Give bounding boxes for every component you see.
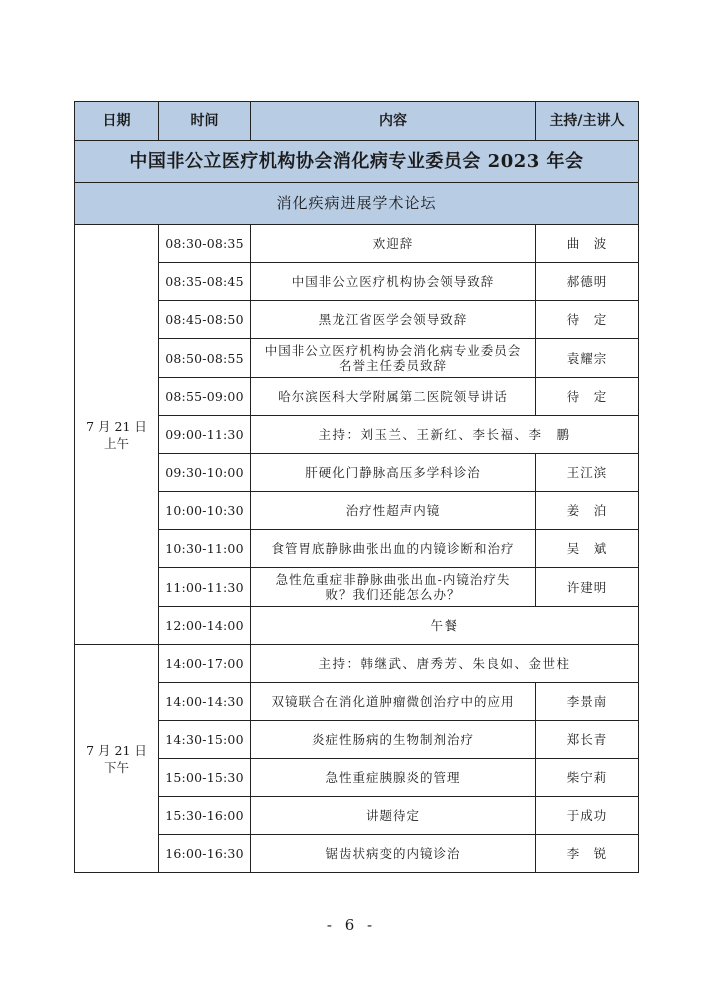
- table-row: [75, 454, 639, 492]
- session-time: 08:45-08:50: [159, 301, 251, 339]
- session-speaker: 袁耀宗: [536, 339, 639, 378]
- session-speaker: 吴 斌: [536, 530, 639, 568]
- session-time: 09:30-10:00: [159, 454, 251, 492]
- session-speaker: 李 锐: [536, 835, 639, 873]
- table-row: [75, 759, 639, 797]
- session-content-line1: 急性危重症非静脉曲张出血-内镜治疗失: [275, 572, 511, 587]
- table-row: [75, 683, 639, 721]
- table-row: [75, 835, 639, 873]
- session-content: 双镜联合在消化道肿瘤微创治疗中的应用: [251, 683, 536, 721]
- session-content: 炎症性肠病的生物制剂治疗: [251, 721, 536, 759]
- table-row: [75, 721, 639, 759]
- table-row: [75, 645, 639, 683]
- session-speaker: 许建明: [536, 568, 639, 607]
- table-row: [75, 378, 639, 416]
- session-content: 哈尔滨医科大学附属第二医院领导讲话: [251, 378, 536, 416]
- session-time: 11:00-11:30: [159, 568, 251, 607]
- session-content: 中国非公立医疗机构协会领导致辞: [251, 263, 536, 301]
- session-speaker: 郑长青: [536, 721, 639, 759]
- session-time: 08:35-08:45: [159, 263, 251, 301]
- session-content: 急性重症胰腺炎的管理: [251, 759, 536, 797]
- table-row: [75, 416, 639, 454]
- session-speaker: 柴宁莉: [536, 759, 639, 797]
- session-content-line2: 名誉主任委员致辞: [338, 358, 447, 373]
- session-content: 黑龙江省医学会领导致辞: [251, 301, 536, 339]
- session-time: 10:00-10:30: [159, 492, 251, 530]
- session-moderators: 主持：韩继武、唐秀芳、朱良如、金世柱: [251, 645, 639, 683]
- forum-title: 消化疾病进展学术论坛: [75, 183, 639, 225]
- conference-title: 中国非公立医疗机构协会消化病专业委员会 2023 年会: [75, 141, 639, 183]
- session-speaker: 李景南: [536, 683, 639, 721]
- session-time: 10:30-11:00: [159, 530, 251, 568]
- table-row: [75, 263, 639, 301]
- session-time: 15:30-16:00: [159, 797, 251, 835]
- title-row: [75, 141, 639, 183]
- header-time: 时间: [159, 102, 251, 141]
- schedule-table: [74, 101, 639, 873]
- session-speaker: 待 定: [536, 301, 639, 339]
- session-speaker: 姜 泊: [536, 492, 639, 530]
- table-row: [75, 301, 639, 339]
- afternoon-date-cell: [75, 645, 159, 873]
- afternoon-period: 下午: [103, 759, 129, 775]
- session-time: 08:50-08:55: [159, 339, 251, 378]
- session-time: 16:00-16:30: [159, 835, 251, 873]
- table-row: [75, 339, 639, 378]
- session-content: 食管胃底静脉曲张出血的内镜诊断和治疗: [251, 530, 536, 568]
- session-speaker: 于成功: [536, 797, 639, 835]
- session-content: 锯齿状病变的内镜诊治: [251, 835, 536, 873]
- page-number: - 6 -: [326, 916, 377, 934]
- table-row: [75, 530, 639, 568]
- session-content-line2: 败？我们还能怎么办？: [325, 587, 461, 602]
- table-row: [75, 225, 639, 263]
- session-time: 08:55-09:00: [159, 378, 251, 416]
- session-time: 08:30-08:35: [159, 225, 251, 263]
- table-row: [75, 492, 639, 530]
- session-moderators: 主持：刘玉兰、王新红、李长福、李 鹏: [251, 416, 639, 454]
- session-content: 欢迎辞: [251, 225, 536, 263]
- afternoon-date: 7 月 21 日: [86, 742, 147, 758]
- session-speaker: 曲 波: [536, 225, 639, 263]
- session-time: 14:30-15:00: [159, 721, 251, 759]
- morning-date: 7 月 21 日: [86, 418, 147, 434]
- session-content: 讲题待定: [251, 797, 536, 835]
- session-content: 肝硬化门静脉高压多学科诊治: [251, 454, 536, 492]
- table-row: [75, 568, 639, 607]
- session-content: [251, 568, 536, 607]
- session-speaker: 待 定: [536, 378, 639, 416]
- morning-period: 上午: [103, 435, 129, 451]
- session-time: 14:00-14:30: [159, 683, 251, 721]
- table-row: [75, 607, 639, 645]
- session-content: 治疗性超声内镜: [251, 492, 536, 530]
- session-speaker: 王江滨: [536, 454, 639, 492]
- session-content: [251, 339, 536, 378]
- header-speaker: 主持/主讲人: [536, 102, 639, 141]
- session-time: 14:00-17:00: [159, 645, 251, 683]
- header-row: [75, 102, 639, 141]
- header-date: 日期: [75, 102, 159, 141]
- header-content: 内容: [251, 102, 536, 141]
- session-time: 09:00-11:30: [159, 416, 251, 454]
- table-row: [75, 797, 639, 835]
- session-time: 15:00-15:30: [159, 759, 251, 797]
- session-speaker: 郝德明: [536, 263, 639, 301]
- session-content-line1: 中国非公立医疗机构协会消化病专业委员会: [264, 343, 522, 358]
- subtitle-row: [75, 183, 639, 225]
- morning-date-cell: [75, 225, 159, 645]
- session-time: 12:00-14:00: [159, 607, 251, 645]
- lunch-break: 午餐: [251, 607, 639, 645]
